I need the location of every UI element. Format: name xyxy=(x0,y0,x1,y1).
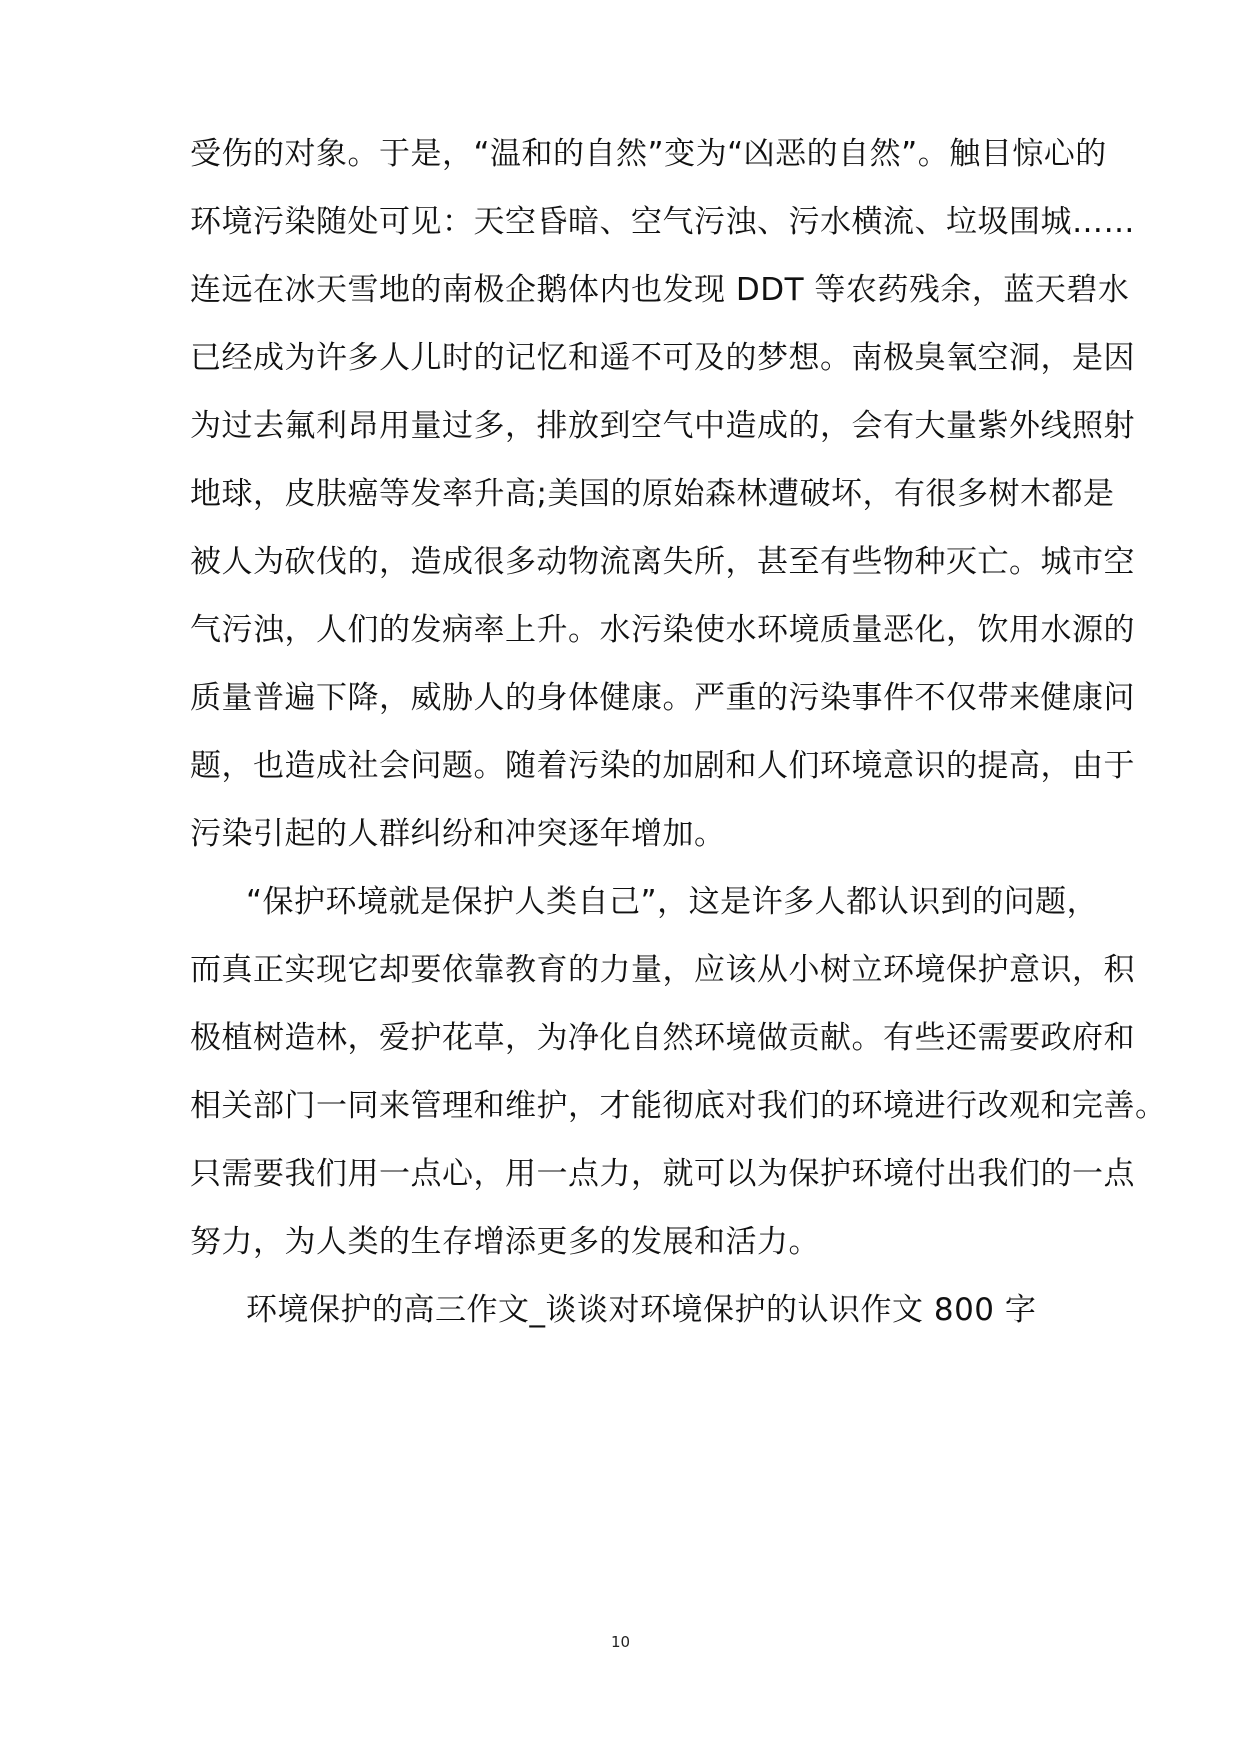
text-line: 为过去氟利昂用量过多，排放到空气中造成的，会有大量紫外线照射 xyxy=(190,408,1135,444)
text-line: 连远在冰天雪地的南极企鹅体内也发现 DDT 等农药残余，蓝天碧水 xyxy=(190,272,1130,308)
page-number: 10 xyxy=(610,1633,631,1651)
text-line: 污染引起的人群纠纷和冲突逐年增加。 xyxy=(190,816,726,852)
text-line: 只需要我们用一点心，用一点力，就可以为保护环境付出我们的一点 xyxy=(190,1156,1135,1192)
text-line: “保护环境就是保护人类自己”，这是许多人都认识到的问题， xyxy=(246,884,1099,920)
text-line: 气污浊，人们的发病率上升。水污染使水环境质量恶化，饮用水源的 xyxy=(190,612,1135,648)
text-line: 题，也造成社会问题。随着污染的加剧和人们环境意识的提高，由于 xyxy=(190,748,1135,784)
text-line: 地球，皮肤癌等发率升高;美国的原始森林遭破坏，有很多树木都是 xyxy=(190,476,1115,512)
text-line: 被人为砍伐的，造成很多动物流离失所，甚至有些物种灭亡。城市空 xyxy=(190,544,1135,580)
text-line: 而真正实现它却要依靠教育的力量，应该从小树立环境保护意识，积 xyxy=(190,952,1135,988)
text-line: 受伤的对象。于是，“温和的自然”变为“凶恶的自然”。触目惊心的 xyxy=(190,136,1107,172)
text-line: 极植树造林，爱护花草，为净化自然环境做贡献。有些还需要政府和 xyxy=(190,1020,1135,1056)
text-line: 已经成为许多人儿时的记忆和遥不可及的梦想。南极臭氧空洞，是因 xyxy=(190,340,1135,376)
text-line: 努力，为人类的生存增添更多的发展和活力。 xyxy=(190,1224,820,1260)
text-line: 相关部门一同来管理和维护，才能彻底对我们的环境进行改观和完善。 xyxy=(190,1088,1167,1124)
text-line: 质量普遍下降，威胁人的身体健康。严重的污染事件不仅带来健康问 xyxy=(190,680,1135,716)
essay-heading: 环境保护的高三作文_谈谈对环境保护的认识作文 800 字 xyxy=(246,1292,1037,1328)
text-line: 环境污染随处可见：天空昏暗、空气污浊、污水横流、垃圾围城…… xyxy=(190,204,1135,240)
